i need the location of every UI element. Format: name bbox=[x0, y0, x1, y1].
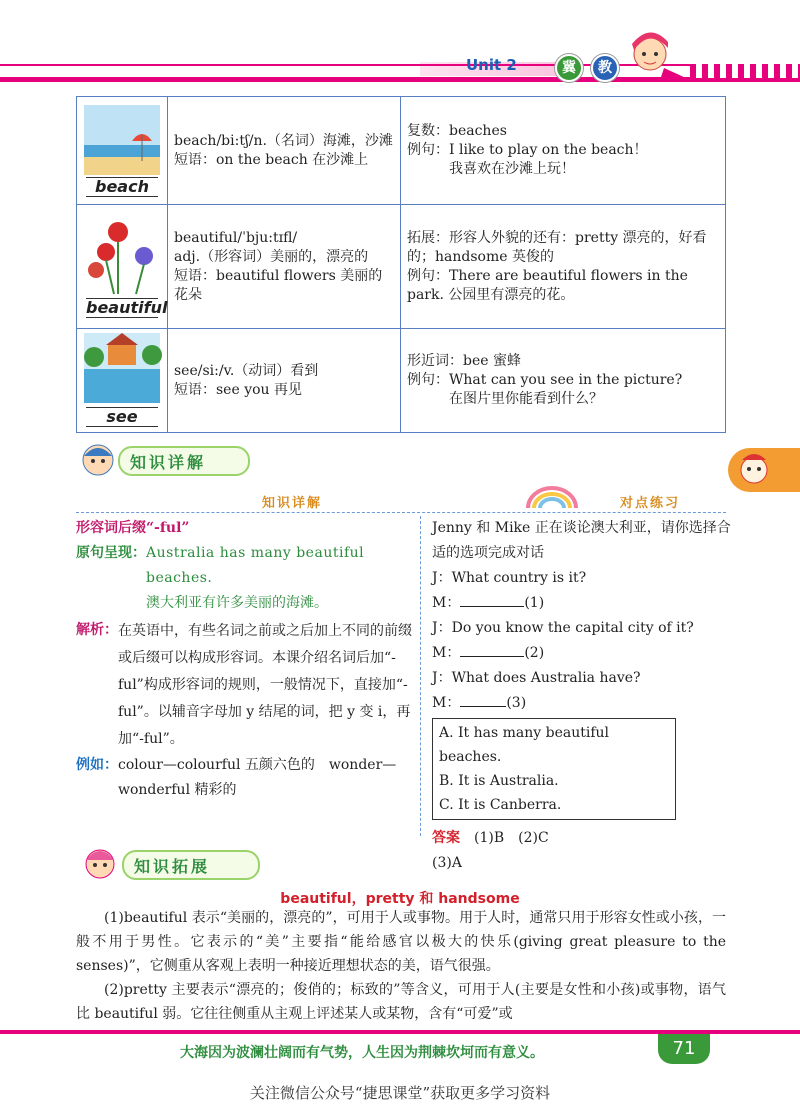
picture-word: beach bbox=[86, 177, 158, 197]
answer-line-2: (3)A bbox=[432, 855, 462, 871]
landscape-picture-icon bbox=[78, 331, 166, 407]
extension-line: 形近词：bee 蜜蜂 bbox=[407, 353, 521, 369]
flowers-picture-icon bbox=[78, 212, 166, 300]
badge-jiao: 教 bbox=[591, 54, 619, 82]
example-label: 例如： bbox=[76, 757, 118, 773]
vocab-picture-cell bbox=[77, 205, 168, 329]
table-row bbox=[77, 329, 726, 433]
extension-line: 我喜欢在沙滩上玩！ bbox=[449, 161, 575, 177]
answer-label: 答案 bbox=[432, 830, 460, 846]
analysis-text: 在英语中，有些名词之前或之后加上不同的前缀或后缀可以构成形容词。本课介绍名词后加“-ful”构成形容词的规则，一般情况下，直接加“-ful”。以辅音字母加 y 结尾的词，把 y 变 i，再加“-ful”。 bbox=[118, 623, 412, 747]
cartoon-girl-icon bbox=[620, 28, 690, 84]
practice-intro: Jenny 和 Mike 正在谈论澳大利亚，请你选择合适的选项完成对话 bbox=[432, 520, 731, 561]
blank-number: (1) bbox=[524, 595, 545, 611]
analysis-block bbox=[76, 618, 416, 753]
analysis-label: 解析： bbox=[76, 622, 118, 638]
cartoon-girl-small-icon bbox=[78, 840, 122, 884]
knowledge-column bbox=[76, 516, 416, 803]
dialogue-answer-line bbox=[432, 691, 732, 716]
practice-column bbox=[432, 516, 732, 876]
speaker-label: M： bbox=[432, 645, 461, 661]
original-sentence bbox=[76, 541, 416, 616]
example-text: colour—colourful 五颜六色的 wonder—wonderful 精彩的 bbox=[118, 757, 397, 798]
section-title: 知识拓展 bbox=[134, 857, 211, 876]
picture-word: see bbox=[86, 407, 158, 427]
original-english: Australia has many beautiful beaches. bbox=[146, 545, 365, 586]
option-item: C. It is Canberra. bbox=[439, 797, 562, 813]
extension-line: 例句：What can you see in the picture? bbox=[407, 372, 683, 388]
dialogue-line: J：What country is it? bbox=[432, 570, 587, 586]
picture-word: beautiful bbox=[86, 297, 168, 317]
dashed-divider bbox=[76, 512, 726, 513]
footer-motto: 大海因为波澜壮阔而有气势，人生因为荆棘坎坷而有意义。 bbox=[180, 1045, 544, 1061]
vocab-extension bbox=[401, 329, 726, 433]
side-tab bbox=[728, 448, 800, 492]
extension-body bbox=[76, 906, 726, 1026]
vocab-definition bbox=[168, 329, 401, 433]
beach-picture-icon bbox=[78, 101, 166, 179]
header-checker bbox=[690, 64, 800, 78]
option-item: B. It is Australia. bbox=[439, 773, 559, 789]
speaker-label: M： bbox=[432, 595, 461, 611]
definition-line: 短语：on the beach 在沙滩上 bbox=[174, 151, 369, 168]
extension-line: 复数：beaches bbox=[407, 123, 507, 139]
answer-blank bbox=[460, 592, 524, 607]
example-block bbox=[76, 753, 416, 803]
blank-number: (2) bbox=[524, 645, 545, 661]
sub-title-left: 知识详解 bbox=[262, 496, 323, 511]
definition-line: beautiful/ˈbju:tɪfl/ bbox=[174, 229, 298, 246]
extension-paragraph: (1)beautiful 表示“美丽的，漂亮的”，可用于人或事物。用于人时，通常只用于形容女性或小孩，一般不用于男性。它表示的“美”主要指“能给感官以极大的快乐(giving great pleasure to the senses)”，它侧重从客观上表明一种接近理想状态的美，语气很强。 bbox=[76, 910, 726, 974]
answer-values: (1)B (2)C bbox=[474, 830, 549, 846]
vocab-definition bbox=[168, 205, 401, 329]
table-row bbox=[77, 97, 726, 205]
option-item: A. It has many beautiful beaches. bbox=[439, 725, 610, 765]
vocab-definition bbox=[168, 97, 401, 205]
vocab-extension bbox=[401, 97, 726, 205]
original-chinese: 澳大利亚有许多美丽的海滩。 bbox=[146, 595, 328, 611]
dialogue-line: J：Do you know the capital city of it? bbox=[432, 620, 694, 636]
cartoon-boy-icon bbox=[78, 440, 118, 480]
answer-blank bbox=[460, 692, 506, 707]
extension-line: 例句：I like to play on the beach！ bbox=[407, 142, 648, 158]
watermark-text: 关注微信公众号“捷思课堂”获取更多学习资料 bbox=[249, 1084, 551, 1102]
definition-line: 短语：beautiful flowers 美丽的花朵 bbox=[174, 267, 383, 303]
answer-line bbox=[432, 826, 732, 851]
vocab-table bbox=[76, 96, 726, 433]
blank-number: (3) bbox=[506, 695, 527, 711]
definition-line: beach/bi:tʃ/n.（名词）海滩，沙滩 bbox=[174, 132, 393, 149]
definition-line: adj.（形容词）美丽的，漂亮的 bbox=[174, 248, 369, 265]
definition-line: 短语：see you 再见 bbox=[174, 381, 303, 398]
dialogue-answer-line bbox=[432, 641, 732, 666]
definition-line: see/si:/v.（动词）看到 bbox=[174, 362, 319, 379]
answer-blank bbox=[460, 642, 524, 657]
vocab-picture-cell bbox=[77, 329, 168, 433]
extension-heading: beautiful，pretty 和 handsome bbox=[280, 891, 520, 907]
rainbow-icon bbox=[522, 482, 582, 510]
dialogue-answer-line bbox=[432, 591, 732, 616]
column-divider bbox=[420, 516, 421, 836]
grammar-heading: 形容词后缀“-ful” bbox=[76, 520, 190, 536]
sub-title-right: 对点练习 bbox=[620, 496, 681, 511]
extension-line: 拓展：形容人外貌的还有：pretty 漂亮的，好看的；handsome 英俊的 bbox=[407, 229, 707, 265]
original-label: 原句呈现： bbox=[76, 545, 146, 561]
badge-ji: 冀 bbox=[555, 54, 583, 82]
extension-paragraph: (2)pretty 主要表示“漂亮的；俊俏的；标致的”等含义，可用于人(主要是女性和小孩)或事物，语气比 beautiful 弱。它往往侧重从主观上评述某人或某物，含有“可爱”或 bbox=[76, 982, 726, 1022]
extension-line: 在图片里你能看到什么？ bbox=[449, 391, 603, 407]
vocab-extension bbox=[401, 205, 726, 329]
side-cartoon-icon bbox=[728, 448, 772, 492]
page-number: 71 bbox=[658, 1034, 710, 1064]
options-box bbox=[432, 718, 676, 820]
dialogue-line: J：What does Australia have? bbox=[432, 670, 641, 686]
extension-line: 例句：There are beautiful flowers in the park. 公园里有漂亮的花。 bbox=[407, 267, 688, 303]
unit-label: Unit 2 bbox=[466, 56, 517, 74]
table-row bbox=[77, 205, 726, 329]
vocab-picture-cell bbox=[77, 97, 168, 205]
section-title: 知识详解 bbox=[130, 453, 207, 472]
speaker-label: M： bbox=[432, 695, 461, 711]
